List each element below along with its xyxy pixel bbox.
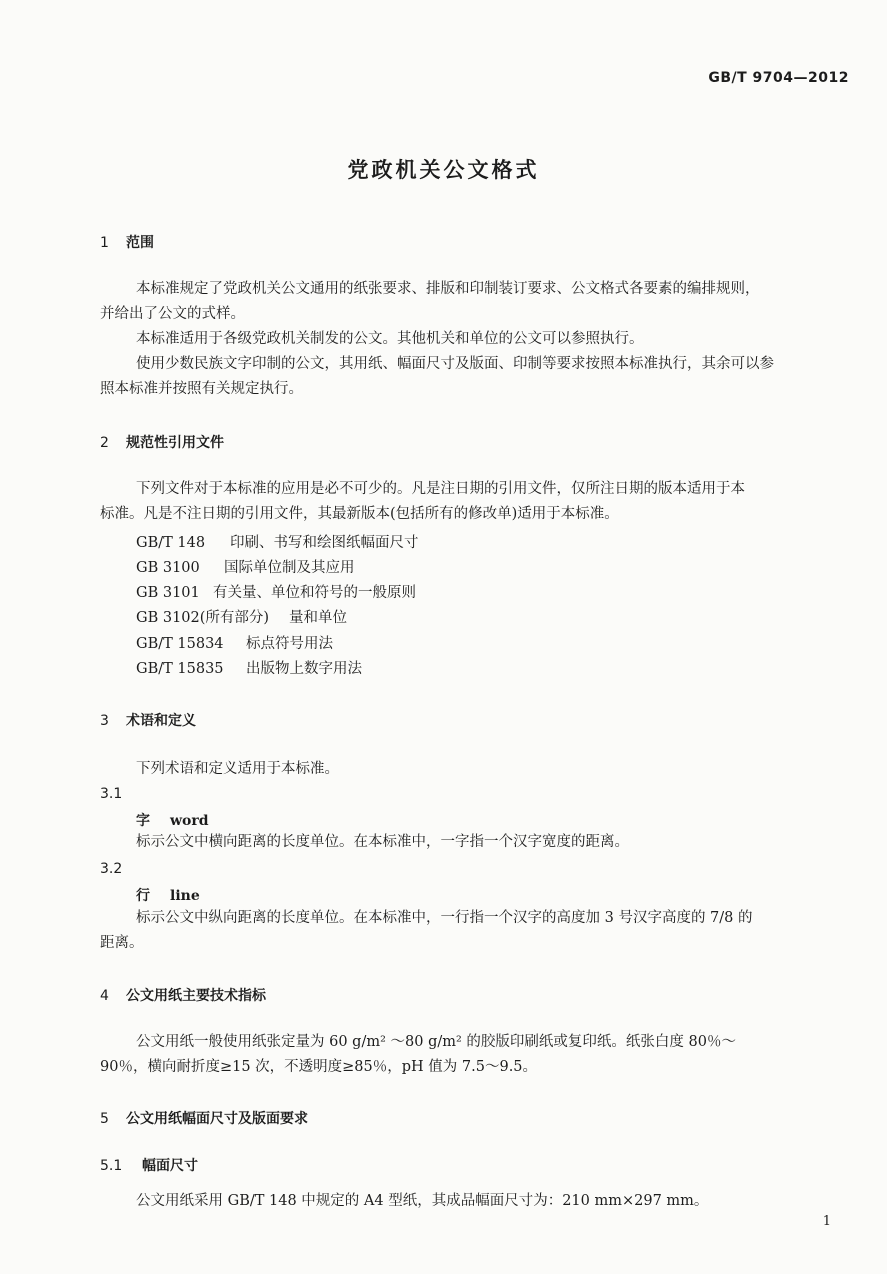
reference-code: GB 3100 [136,560,200,576]
section-5-heading [100,1108,308,1128]
term-zh: 行 [136,888,150,904]
reference-title: 量和单位 [289,610,347,626]
term-zh: 字 [136,813,150,829]
paragraph-line: 下列术语和定义适用于本标准。 [136,761,339,777]
subsection-title: 幅面尺寸 [142,1158,198,1174]
section-number: 4 [100,988,109,1004]
section-2-heading [100,432,224,452]
document-title: 党政机关公文格式 [347,158,540,182]
paragraph-line: 并给出了公文的式样。 [100,306,245,322]
section-1-heading [100,232,154,252]
paragraph-line: 本标准适用于各级党政机关制发的公文。其他机关和单位的公文可以参照执行。 [136,331,644,347]
reference-title: 有关量、单位和符号的一般原则 [213,585,416,601]
reference-title: 印刷、书写和绘图纸幅面尺寸 [230,535,419,551]
paragraph-line: 90％，横向耐折度≥15 次，不透明度≥85％，pH 值为 7.5～9.5。 [100,1059,538,1075]
section-title: 规范性引用文件 [126,435,224,451]
section-number: 3 [100,713,109,729]
section-4-heading [100,985,266,1005]
term-number: 3.1 [100,786,123,802]
section-number: 2 [100,435,109,451]
paragraph-line: 本标准规定了党政机关公文通用的纸张要求、排版和印制装订要求、公文格式各要素的编排规则， [136,281,760,297]
normative-reference [136,657,362,678]
term-number: 3.2 [100,861,123,877]
section-title: 术语和定义 [126,713,196,729]
term-en: line [170,888,200,904]
paragraph-line: 标准。凡是不注日期的引用文件，其最新版本(包括所有的修改单)适用于本标准。 [100,506,619,522]
reference-code: GB/T 15834 [136,636,224,652]
reference-code: GB 3102(所有部分) [136,610,270,626]
section-3-heading [100,710,196,730]
subsection-5-1-heading [100,1155,198,1175]
reference-title: 国际单位制及其应用 [224,560,355,576]
term-en: word [170,813,209,829]
reference-code: GB/T 15835 [136,661,224,677]
paragraph-line: 公文用纸一般使用纸张定量为 60 g/m² ～80 g/m² 的胶版印刷纸或复印纸。纸张白度 80％～ [136,1034,736,1050]
page-number: 1 [822,1214,831,1229]
reference-code: GB 3101 [136,585,200,601]
normative-reference [136,581,416,602]
section-number: 5 [100,1111,109,1127]
section-title: 公文用纸幅面尺寸及版面要求 [126,1111,308,1127]
subsection-number: 5.1 [100,1158,123,1174]
term-definition: 标示公文中横向距离的长度单位。在本标准中，一字指一个汉字宽度的距离。 [136,834,629,850]
reference-title: 标点符号用法 [246,636,333,652]
reference-code: GB/T 148 [136,535,206,551]
normative-reference [136,531,419,552]
paragraph-line: 下列文件对于本标准的应用是必不可少的。凡是注日期的引用文件，仅所注日期的版本适用于本 [136,481,745,497]
paragraph-line: 公文用纸采用 GB/T 148 中规定的 A4 型纸，其成品幅面尺寸为：210 mm×297 mm。 [136,1193,709,1209]
term-entry [136,810,209,830]
normative-reference [136,606,347,627]
normative-reference [136,632,333,653]
paragraph-line: 使用少数民族文字印制的公文，其用纸、幅面尺寸及版面、印制等要求按照本标准执行，其余可以参 [136,356,774,372]
term-definition: 距离。 [100,935,144,951]
reference-title: 出版物上数字用法 [246,661,362,677]
term-definition: 标示公文中纵向距离的长度单位。在本标准中，一行指一个汉字的高度加 3 号汉字高度的 7/8 的 [136,910,753,926]
normative-reference [136,556,355,577]
section-number: 1 [100,235,109,251]
paragraph-line: 照本标准并按照有关规定执行。 [100,381,303,397]
section-title: 公文用纸主要技术指标 [126,988,266,1004]
standard-number: GB/T 9704—2012 [708,70,849,86]
term-entry [136,885,200,905]
section-title: 范围 [126,235,154,251]
